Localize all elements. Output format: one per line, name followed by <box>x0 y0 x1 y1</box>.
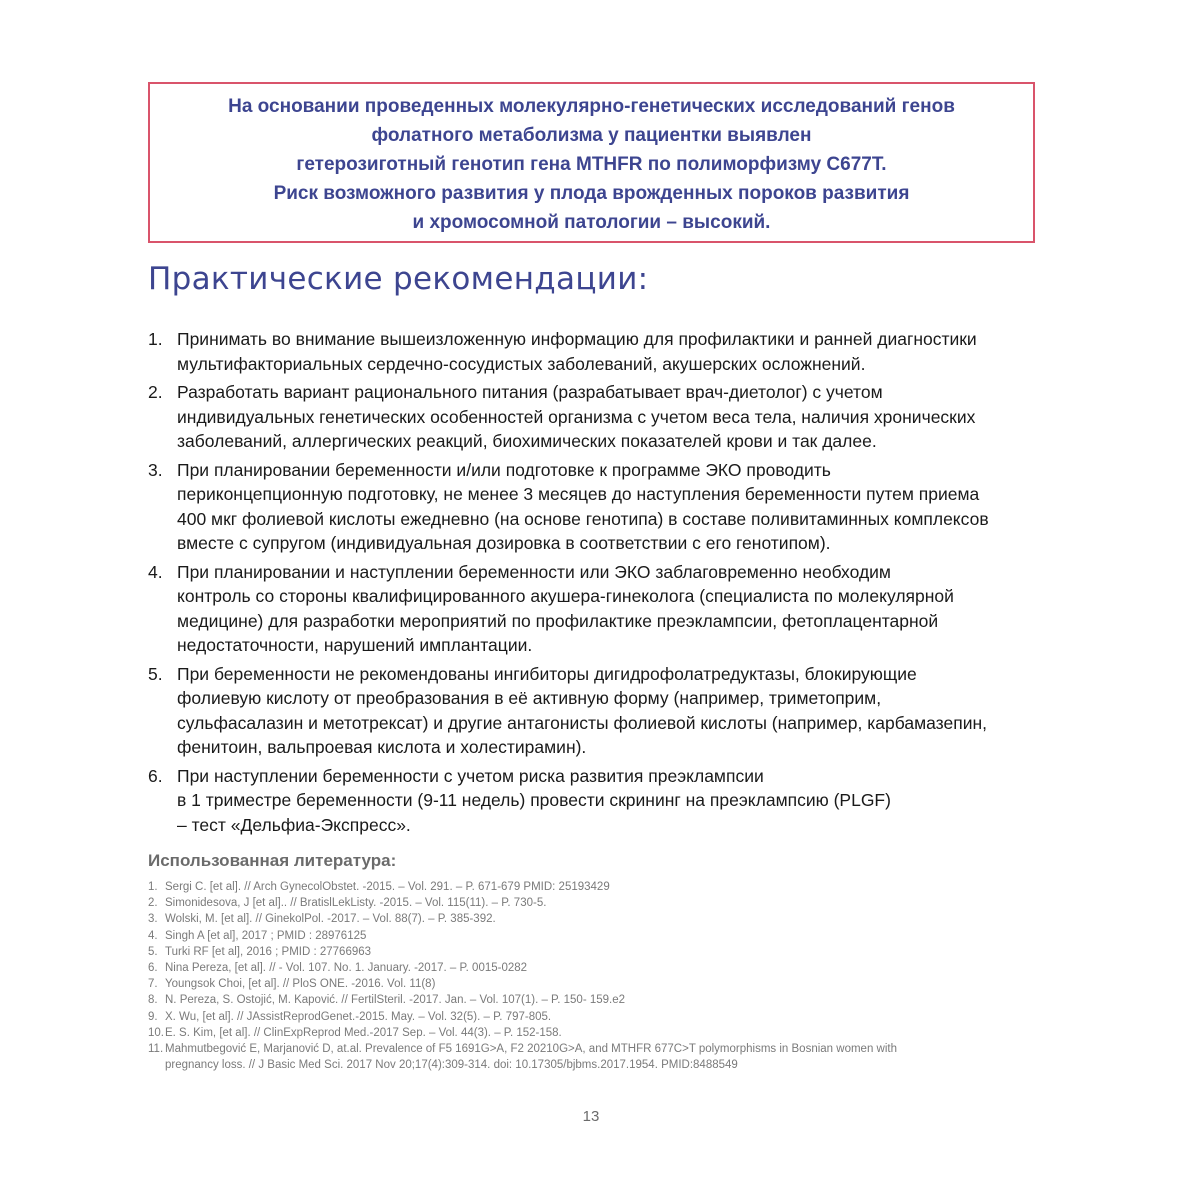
reference-number: 3. <box>148 913 158 926</box>
reference-line: Nina Pereza, [et al]. // - Vol. 107. No. 1. January. -2017. – P. 0015-0282 <box>165 962 528 975</box>
recommendation-number: 2. <box>148 382 163 402</box>
page-number: 13 <box>582 1108 600 1125</box>
reference-item <box>148 895 1034 911</box>
recommendation-text <box>177 380 1034 454</box>
recommendation-line: контроль со стороны квалифицированного акушера-гинеколога (специалиста по молекулярной <box>177 586 954 606</box>
recommendation-text <box>177 560 1034 658</box>
reference-item <box>148 1025 1034 1041</box>
conclusion-line: гетерозиготный генотип гена MTHFR по полиморфизму С677Т. <box>296 154 887 175</box>
reference-number: 5. <box>148 945 158 958</box>
reference-line: Singh A [et al], 2017 ; PMID : 28976125 <box>165 929 367 942</box>
recommendation-item <box>148 380 1034 454</box>
reference-item <box>148 1041 1034 1073</box>
reference-number: 9. <box>148 1010 158 1023</box>
conclusion-line: Риск возможного развития у плода врожденных пороков развития <box>273 183 910 204</box>
recommendation-text <box>177 327 1034 376</box>
reference-text <box>165 944 1034 960</box>
reference-text <box>165 992 1034 1008</box>
recommendation-line: в 1 триместре беременности (9-11 недель) провести скрининг на преэклампсию (PLGF) <box>177 790 891 810</box>
reference-text <box>165 911 1034 927</box>
reference-number: 6. <box>148 962 158 975</box>
references-list <box>148 879 1034 1073</box>
reference-line: E. S. Kim, [et al]. // ClinExpReprod Med.-2017 Sep. – Vol. 44(3). – P. 152-158. <box>165 1026 562 1039</box>
recommendation-text <box>177 764 1034 838</box>
recommendation-number: 4. <box>148 561 163 582</box>
reference-number: 2. <box>148 897 158 910</box>
recommendation-number: 5. <box>148 663 163 684</box>
recommendation-number: 6. <box>148 765 163 786</box>
recommendation-line: При наступлении беременности с учетом риска развития преэклампсии <box>177 765 764 786</box>
conclusion-line: фолатного метаболизма у пациентки выявлен <box>371 125 812 146</box>
reference-number: 7. <box>148 978 158 991</box>
recommendation-line: Принимать во внимание вышеизложенную информацию для профилактики и ранней диагностики <box>177 329 977 349</box>
reference-line: Turki RF [et al], 2016 ; PMID : 27766963 <box>165 945 372 958</box>
recommendation-line: мультифакториальных сердечно-сосудистых заболеваний, акушерских осложнений. <box>177 353 866 374</box>
recommendation-line: вместе с супругом (индивидуальная дозировка в соответствии с его генотипом). <box>177 533 831 553</box>
recommendation-line: сульфасалазин и метотрексат) и другие антагонисты фолиевой кислоты (например, карбамазепин, <box>177 712 987 733</box>
recommendation-line: – тест «Дельфиа-Экспресс». <box>177 814 411 835</box>
reference-line: Sergi C. [et al]. // Arch GynecolObstet. -2015. – Vol. 291. – P. 671-679 PMID: 25193429 <box>165 881 610 893</box>
reference-line: Youngsok Choi, [et al]. // PloS ONE. -2016. Vol. 11(8) <box>165 978 436 991</box>
recommendation-number: 1. <box>148 329 163 349</box>
reference-line: Mahmutbegović E, Marjanović D, at.al. Prevalence of F5 1691G>A, F2 20210G>A, and MTHFR 677C>T polymorphisms in Bosnian women with <box>165 1043 897 1056</box>
recommendation-line: недостаточности, нарушений имплантации. <box>177 635 533 655</box>
recommendation-line: заболеваний, аллергических реакций, биохимических показателей крови и так далее. <box>177 431 877 451</box>
reference-item <box>148 911 1034 927</box>
recommendation-text <box>177 662 1034 760</box>
recommendation-item <box>148 662 1034 760</box>
conclusion-box <box>148 82 1035 243</box>
recommendation-item <box>148 327 1034 376</box>
reference-line: N. Pereza, S. Ostojić, M. Kapović. // FertilSteril. -2017. Jan. – Vol. 107(1). – P. 150- 159.e2 <box>165 994 626 1007</box>
reference-item <box>148 1009 1034 1025</box>
reference-text <box>165 1025 1034 1041</box>
reference-number: 4. <box>148 929 158 942</box>
reference-text <box>165 960 1034 976</box>
reference-text <box>165 928 1034 944</box>
recommendations-list <box>148 327 1034 837</box>
reference-item <box>148 976 1034 992</box>
recommendation-item <box>148 764 1034 838</box>
reference-item <box>148 944 1034 960</box>
recommendation-line: периконцепционную подготовку, не менее 3 месяцев до наступления беременности путем приема <box>177 484 980 504</box>
reference-text <box>165 1041 1034 1073</box>
recommendation-item <box>148 560 1034 658</box>
recommendation-line: Разработать вариант рационального питания (разрабатывает врач-диетолог) с учетом <box>177 382 883 402</box>
reference-text <box>165 879 1034 895</box>
reference-item <box>148 960 1034 976</box>
reference-text <box>165 895 1034 911</box>
recommendation-text <box>177 458 1034 556</box>
reference-line: pregnancy loss. // J Basic Med Sci. 2017 Nov 20;17(4):309-314. doi: 10.17305/bjbms.2017.1954. PMID:8488549 <box>165 1059 738 1072</box>
recommendation-line: индивидуальных генетических особенностей организма с учетом веса тела, наличия хронических <box>177 406 976 427</box>
reference-number: 8. <box>148 994 158 1007</box>
recommendation-item <box>148 458 1034 556</box>
reference-line: Wolski, M. [et al]. // GinekolPol. -2017. – Vol. 88(7). – P. 385-392. <box>165 913 496 926</box>
conclusion-line: и хромосомной патологии – высокий. <box>412 212 771 233</box>
reference-item <box>148 992 1034 1008</box>
recommendation-line: При планировании беременности и/или подготовке к программе ЭКО проводить <box>177 459 831 480</box>
reference-number: 1. <box>148 881 158 893</box>
recommendations-title: Практические рекомендации: <box>148 261 649 297</box>
recommendation-line: фенитоин, вальпроевая кислота и холестирамин). <box>177 737 587 757</box>
recommendation-line: При планировании и наступлении беременности или ЭКО заблаговременно необходим <box>177 561 891 582</box>
conclusion-line: На основании проведенных молекулярно-генетических исследований генов <box>228 96 955 117</box>
reference-text <box>165 976 1034 992</box>
reference-item <box>148 928 1034 944</box>
recommendation-line: медицине) для разработки мероприятий по профилактике преэклампсии, фетоплацентарной <box>177 610 939 631</box>
recommendation-number: 3. <box>148 459 163 480</box>
references-title: Использованная литература: <box>148 851 397 870</box>
reference-item <box>148 879 1034 895</box>
recommendation-line: фолиевую кислоту от преобразования в её активную форму (например, триметоприм, <box>177 688 882 708</box>
reference-line: Simonidesova, J [et al].. // BratislLekListy. -2015. – Vol. 115(11). – P. 730-5. <box>165 897 547 910</box>
reference-number: 11. <box>148 1043 164 1056</box>
recommendation-line: 400 мкг фолиевой кислоты ежедневно (на основе генотипа) в составе поливитаминных комплексов <box>177 508 989 529</box>
recommendation-line: При беременности не рекомендованы ингибиторы дигидрофолатредуктазы, блокирующие <box>177 663 917 684</box>
reference-number: 10. <box>148 1026 164 1039</box>
reference-line: X. Wu, [et al]. // JAssistReprodGenet.-2015. May. – Vol. 32(5). – P. 797-805. <box>165 1010 552 1023</box>
reference-text <box>165 1009 1034 1025</box>
document-page <box>148 82 1034 1073</box>
